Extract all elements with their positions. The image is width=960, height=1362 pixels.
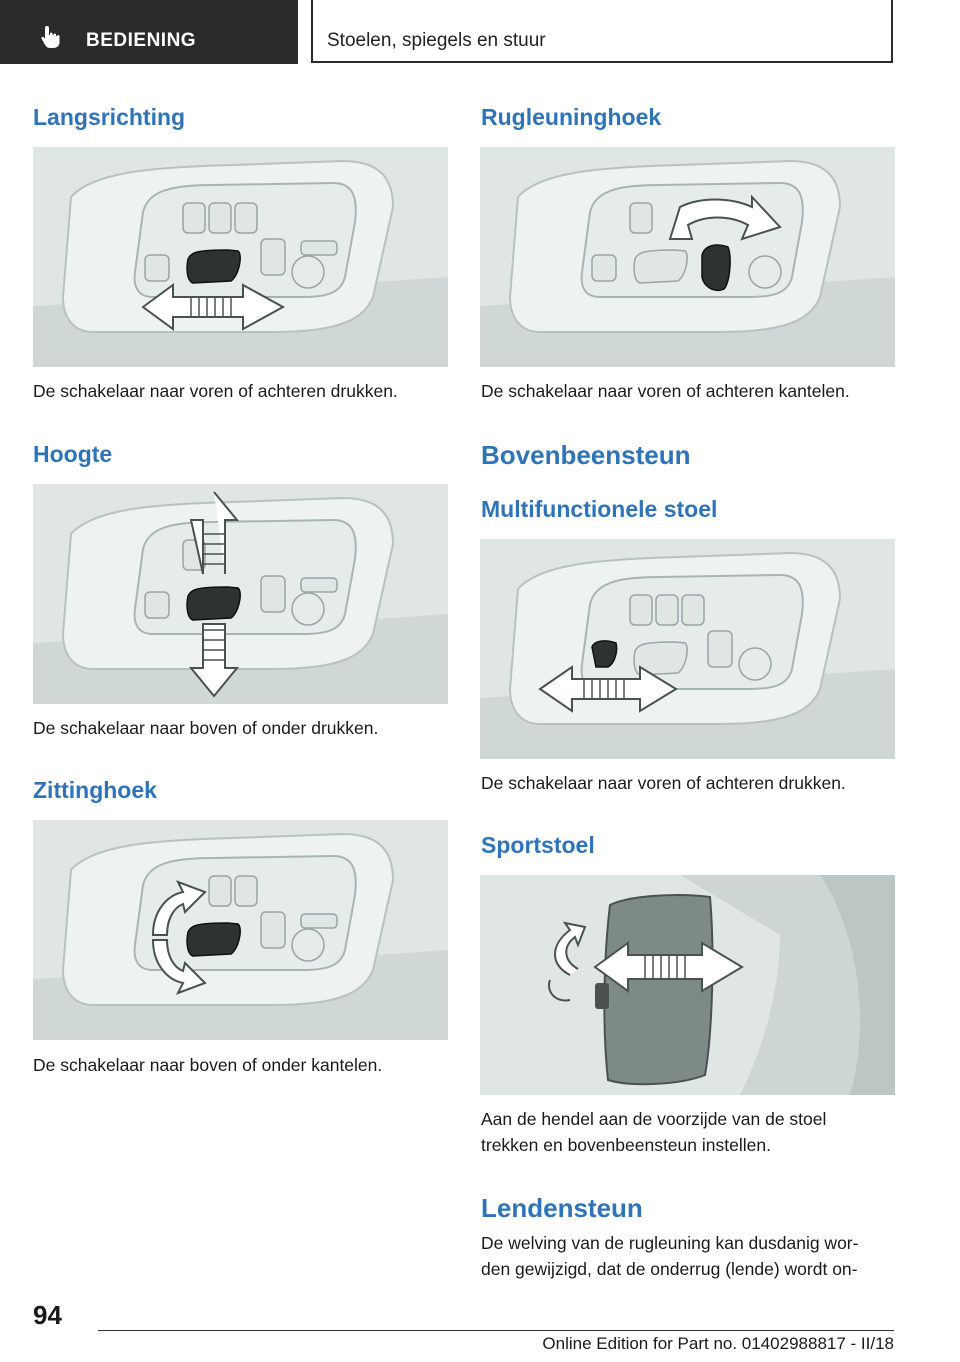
seat-tilt-icon	[33, 820, 448, 1040]
page-number: 94	[33, 1300, 62, 1330]
seat-adjust-forward-back-icon	[33, 147, 448, 367]
backrest-tilt-icon	[480, 147, 895, 367]
caption-langsrichting: De schakelaar naar voren of achteren drukken.	[33, 381, 398, 401]
caption-sportstoel-line1: Aan de hendel aan de voorzijde van de stoel	[481, 1109, 827, 1129]
seat-adjust-height-icon	[33, 484, 448, 704]
thigh-support-icon	[480, 539, 895, 759]
text-lendensteun	[481, 1230, 858, 1282]
text-lendensteun-line2: den gewijzigd, dat de onderrug (lende) wordt on-	[481, 1259, 858, 1279]
chapter-header	[311, 0, 893, 63]
section-tab	[0, 0, 298, 64]
hand-pointer-icon	[38, 24, 64, 50]
figure-langsrichting	[33, 147, 448, 367]
footer-edition: Online Edition for Part no. 01402988817 - II/18	[542, 1334, 894, 1353]
heading-bovenbeensteun: Bovenbeensteun	[481, 440, 691, 470]
heading-lendensteun: Lendensteun	[481, 1193, 643, 1223]
caption-rugleuninghoek: De schakelaar naar voren of achteren kantelen.	[481, 381, 850, 401]
caption-sportstoel	[481, 1106, 826, 1158]
text-lendensteun-line1: De welving van de rugleuning kan dusdanig wor-	[481, 1233, 859, 1253]
heading-rugleuninghoek: Rugleuninghoek	[481, 104, 662, 130]
figure-zittinghoek	[33, 820, 448, 1040]
chapter-title: Stoelen, spiegels en stuur	[327, 30, 546, 51]
caption-multifunctionele-stoel: De schakelaar naar voren of achteren drukken.	[481, 773, 846, 793]
section-label: BEDIENING	[86, 30, 197, 51]
heading-langsrichting: Langsrichting	[33, 104, 186, 130]
caption-zittinghoek: De schakelaar naar boven of onder kantelen.	[33, 1055, 383, 1075]
heading-hoogte: Hoogte	[33, 441, 113, 467]
footer-divider	[98, 1330, 894, 1331]
sport-seat-thigh-support-icon	[480, 875, 895, 1095]
caption-sportstoel-line2: trekken en bovenbeensteun instellen.	[481, 1135, 771, 1155]
heading-sportstoel: Sportstoel	[481, 832, 595, 858]
heading-zittinghoek: Zittinghoek	[33, 777, 157, 803]
figure-rugleuninghoek	[480, 147, 895, 367]
figure-sportstoel	[480, 875, 895, 1095]
caption-hoogte: De schakelaar naar boven of onder drukken.	[33, 718, 379, 738]
figure-hoogte	[33, 484, 448, 704]
heading-multifunctionele-stoel: Multifunctionele stoel	[481, 496, 718, 522]
figure-multifunctionele-stoel	[480, 539, 895, 759]
